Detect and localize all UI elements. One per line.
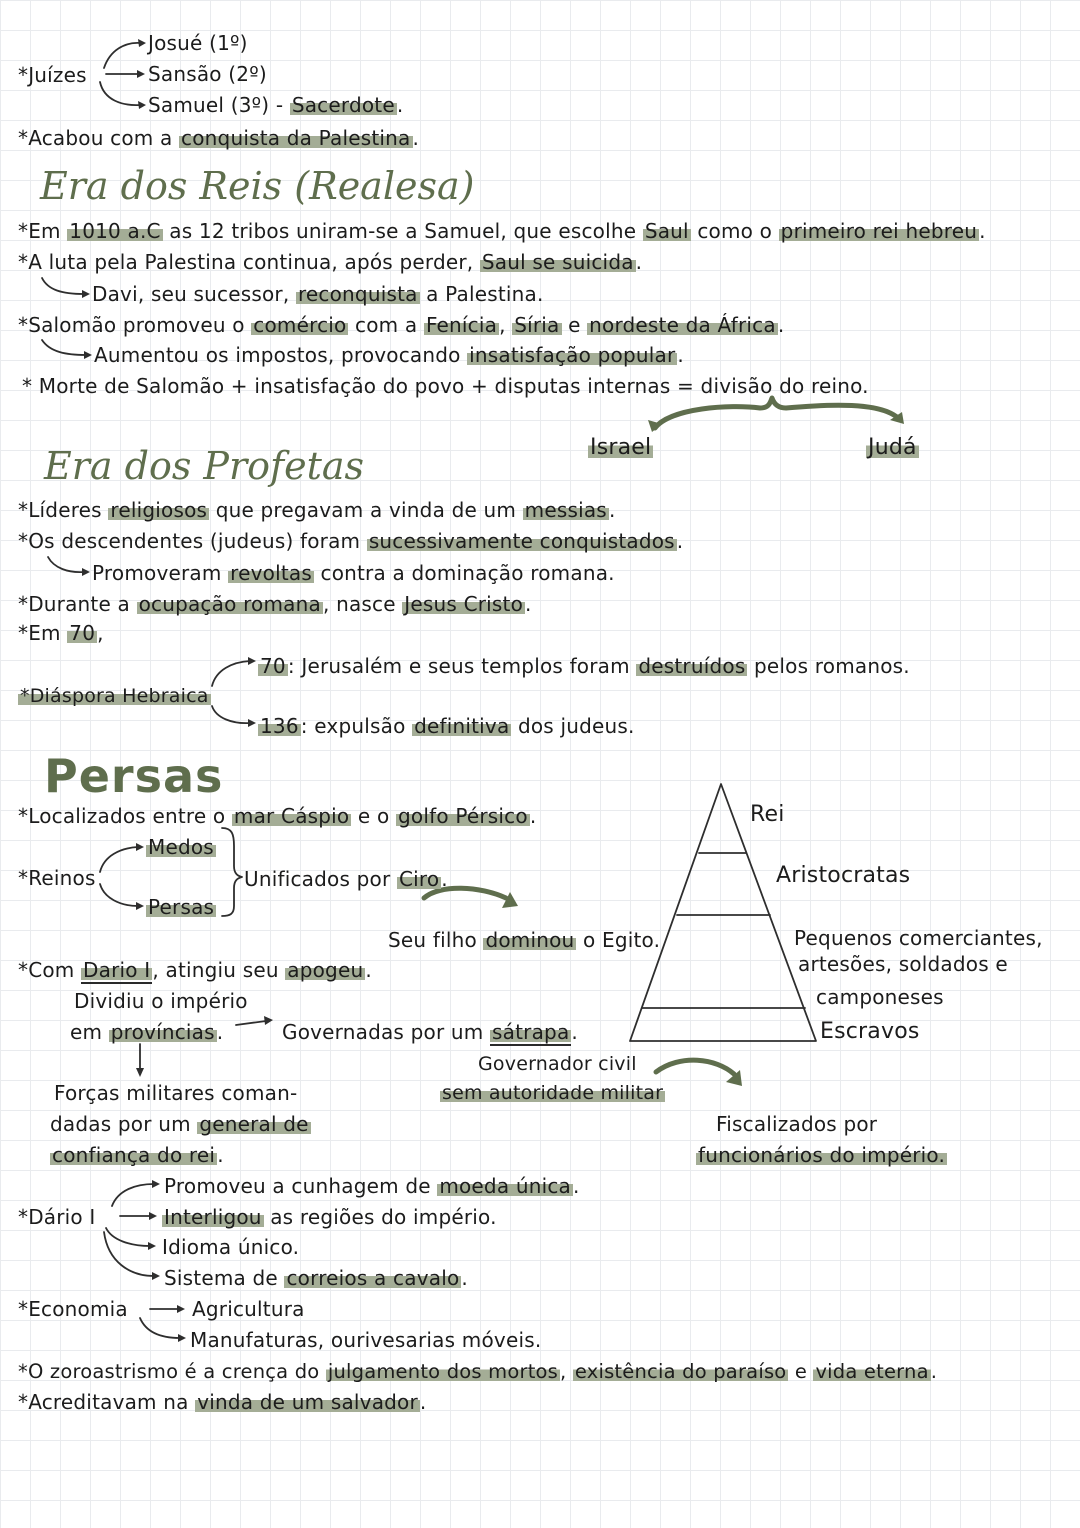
dario-apogeu: *Com Dario I , atingiu seu apogeu . [18,958,372,982]
forcas-line-1: Forças militares coman- [54,1081,298,1105]
reis-line-6: * Morte de Salomão + insatisfação do povo + disputas internas = divisão do reino. [22,374,869,398]
profetas-line-2: *Os descendentes (judeus) foram sucessivamente conquistados . [18,529,684,553]
dario-i-label: *Dário I [18,1205,96,1229]
juizes-label: *Juízes [18,63,87,87]
pyramid-rei: Rei [750,802,785,827]
pyramid-camponeses: camponeses [816,985,944,1009]
profetas-line-1: *Líderes religiosos que pregavam a vinda de um messias . [18,498,616,522]
profetas-line-5: *Em 70 , [18,621,104,645]
section-title-reis: Era dos Reis (Realesa) [40,164,475,208]
fiscalizados-line-1: Fiscalizados por [716,1112,878,1136]
juiz-josue: Josué (1º) [148,31,248,55]
reis-line-2: *A luta pela Palestina continua, após perder, Saul se suicida . [18,250,643,274]
forcas-line-2: dadas por um general de [50,1112,309,1136]
reis-line-5: Aumentou os impostos, provocando insatisfação popular . [94,343,684,367]
juiz-samuel: Samuel (3º) - Sacerdote . [148,93,404,117]
reis-line-4: *Salomão promoveu o comércio com a Fenícia , Síria e nordeste da África . [18,313,785,337]
persas-line-1: *Localizados entre o mar Cáspio e o golfo Pérsico . [18,804,537,828]
dario-item-moeda: Promoveu a cunhagem de moeda única . [164,1174,580,1198]
dividiu-imperio: Dividiu o império [74,989,248,1013]
unificados-ciro: Unificados por Ciro . [244,867,448,891]
reino-persas: Persas [148,895,215,919]
dario-item-correios: Sistema de correios a cavalo . [164,1266,468,1290]
juiz-sansao: Sansão (2º) [148,62,267,86]
filho-egito: Seu filho dominou o Egito. [388,928,661,952]
dario-item-interligou: Interligou as regiões do império. [164,1205,497,1229]
section-title-profetas: Era dos Profetas [44,444,365,488]
reino-medos: Medos [148,835,214,859]
zoroastrismo-line: *O zoroastrismo é a crença do julgamento dos mortos , existência do paraíso e vida eterna . [18,1360,938,1383]
governador-civil: Governador civil [478,1053,637,1075]
dividiu-provincias: em províncias . [70,1020,224,1044]
governadas-satrapa: Governadas por um sátrapa . [282,1020,578,1044]
diaspora-label: *Diáspora Hebraica [20,685,209,707]
reis-line-3: Davi, seu sucessor, reconquista a Palestina. [92,282,544,306]
reis-line-1: *Em 1010 a.C as 12 tribos uniram-se a Samuel, que escolhe Saul como o primeiro rei hebreu . [18,219,986,243]
sem-autoridade-militar: sem autoridade militar [442,1082,664,1104]
forcas-line-3: confiança do rei . [52,1143,224,1167]
palestina-line: *Acabou com a conquista da Palestina . [18,126,420,150]
pyramid-aristocratas: Aristocratas [776,863,911,888]
diaspora-136: 136 : expulsão definitiva dos judeus. [260,714,635,738]
pyramid-pequenos-2: artesões, soldados e [798,952,1008,976]
profetas-line-3: Promoveram revoltas contra a dominação romana. [92,561,615,585]
dario-item-idioma: Idioma único. [162,1235,300,1259]
economia-manufaturas: Manufaturas, ourivesarias móveis. [190,1328,542,1352]
section-title-persas: Persas [44,749,224,803]
pyramid-escravos: Escravos [820,1019,920,1044]
diaspora-70: 70 : Jerusalém e seus templos foram destruídos pelos romanos. [260,654,910,678]
salvador-line: *Acreditavam na vinda de um salvador . [18,1390,427,1414]
reinos-label: *Reinos [18,866,96,890]
economia-label: *Economia [18,1297,128,1321]
pyramid-pequenos-1: Pequenos comerciantes, [794,926,1043,950]
fiscalizados-line-2: funcionários do império. [698,1143,946,1167]
kingdom-israel: Israel [590,435,652,460]
kingdom-juda: Judá [868,435,917,460]
profetas-line-4: *Durante a ocupação romana , nasce Jesus Cristo . [18,592,532,616]
economia-agricultura: Agricultura [192,1297,305,1321]
